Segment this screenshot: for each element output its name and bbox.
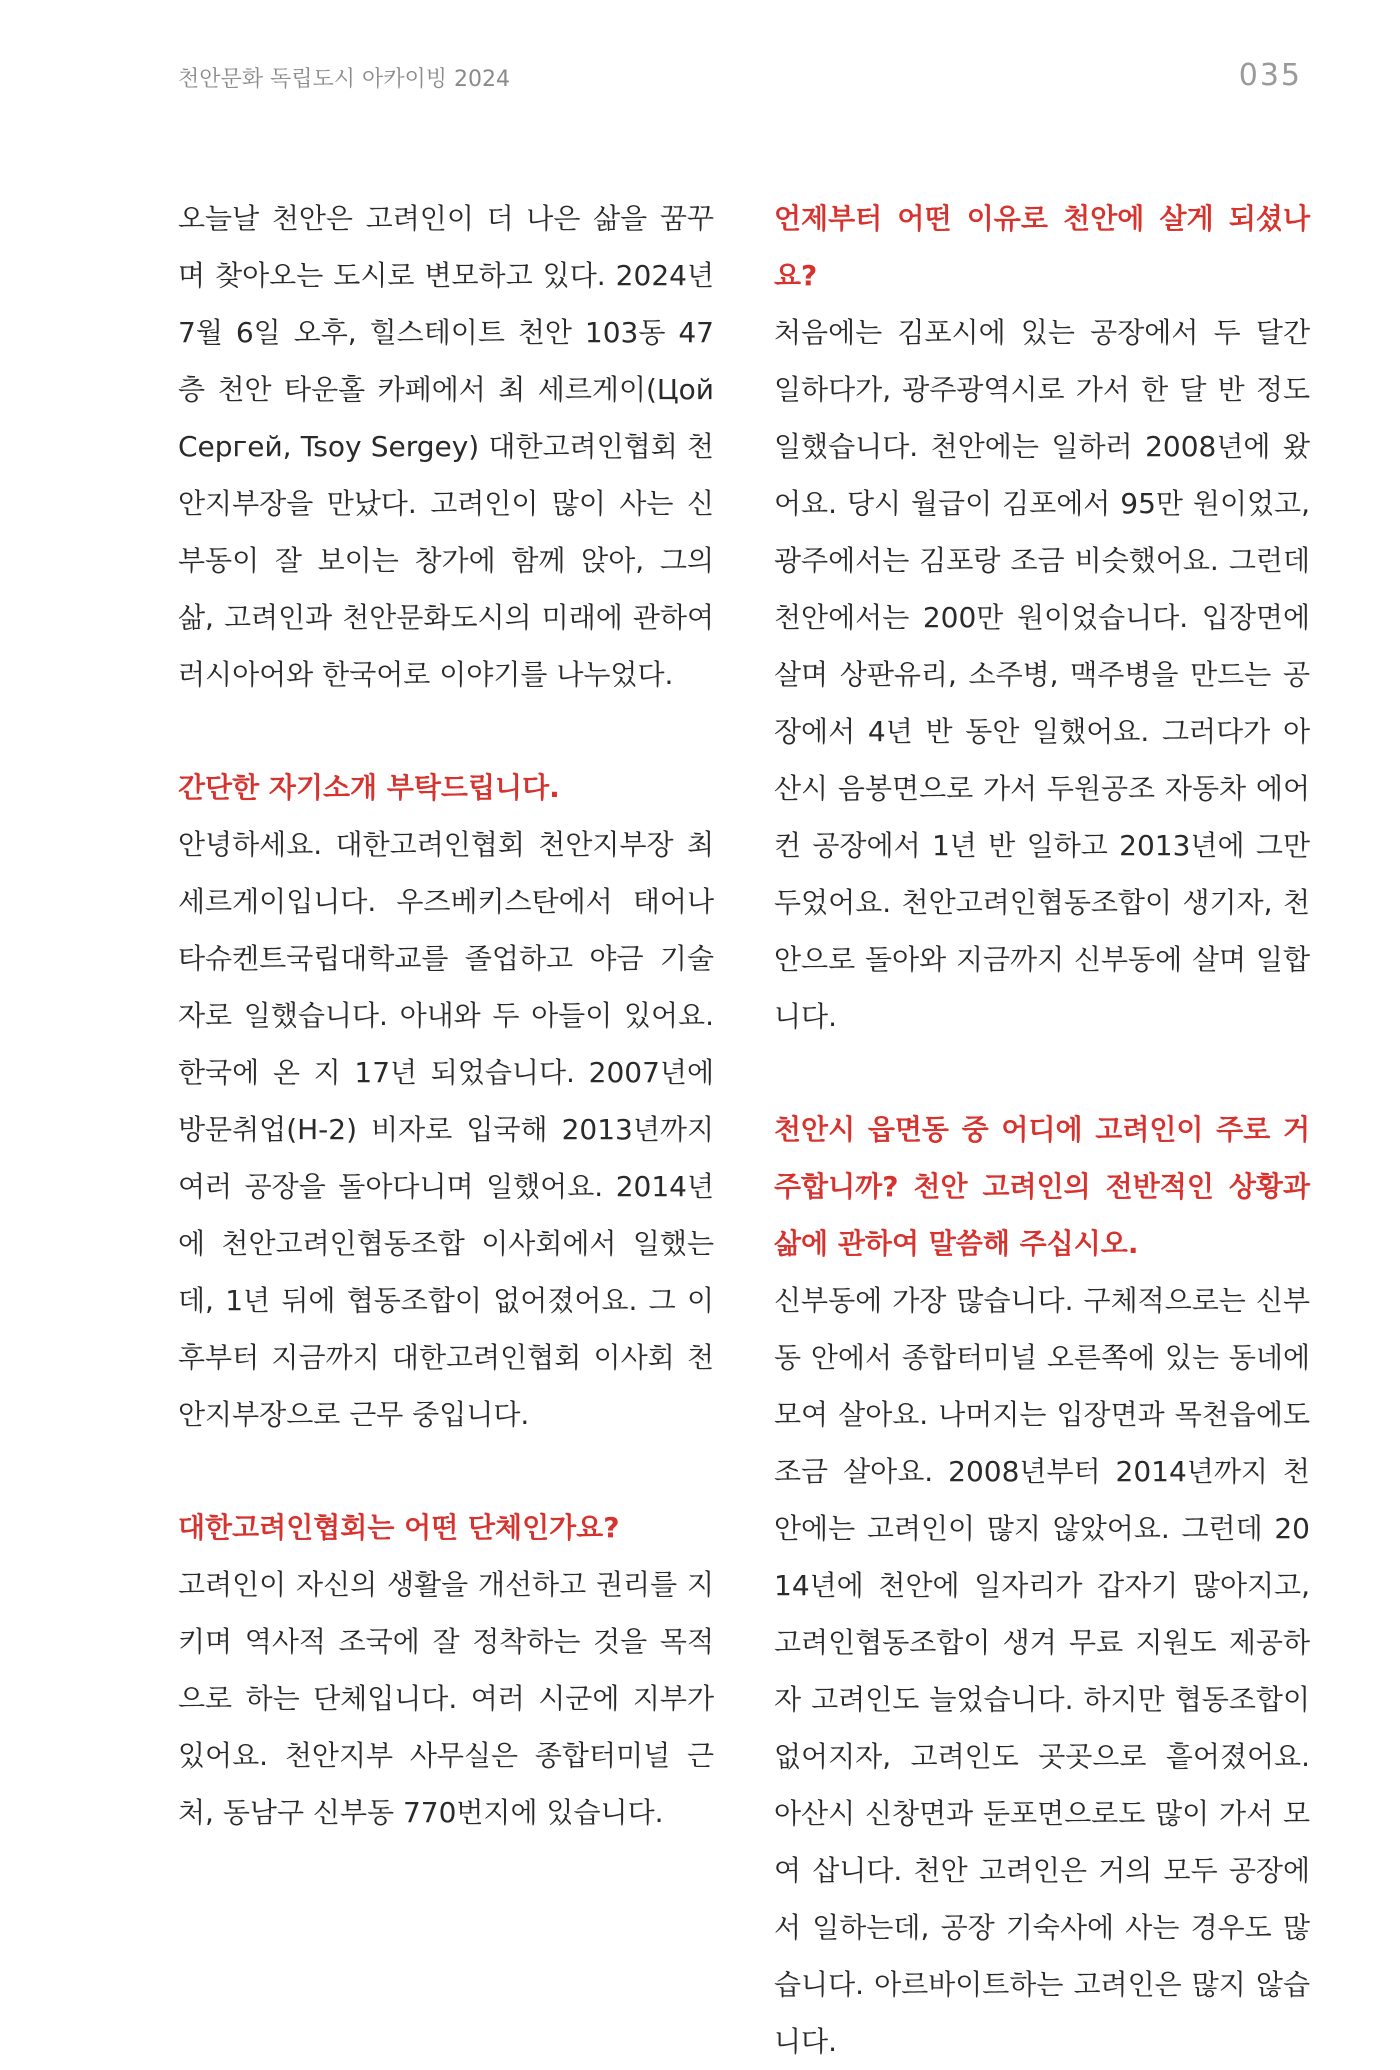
left-column bbox=[178, 190, 714, 1841]
answer-association: 고려인이 자신의 생활을 개선하고 권리를 지키며 역사적 조국에 잘 정착하는 것을 목적으로 하는 단체입니다. 여러 시군에 지부가 있어요. 천안지부 사무실은 종합터미널 근처, 동남구 신부동 770번지에 있습니다. bbox=[178, 1568, 714, 1829]
section-gap bbox=[178, 1443, 714, 1499]
intro-paragraph: 오늘날 천안은 고려인이 더 나은 삶을 꿈꾸며 찾아오는 도시로 변모하고 있다. 2024년 7월 6일 오후, 힐스테이트 천안 103동 47층 천안 타운홀 카페에서 최 세르게이(Цой Сергей, Tsoy Sergey) 대한고려인협회 천안지부장을 만났다. 고려인이 많이 사는 신부동이 잘 보이는 창가에 함께 앉아, 그의 삶, 고려인과 천안문화도시의 미래에 관하여 러시아어와 한국어로 이야기를 나누었다. bbox=[178, 202, 714, 691]
running-header-title: 천안문화 독립도시 아카이빙 2024 bbox=[178, 67, 510, 92]
section-gap bbox=[774, 1045, 1310, 1101]
page-number: 035 bbox=[1238, 58, 1302, 93]
right-column bbox=[774, 190, 1310, 2070]
question-moving-to-cheonan: 언제부터 어떤 이유로 천안에 살게 되셨나요? bbox=[774, 202, 1310, 292]
answer-self-introduction: 안녕하세요. 대한고려인협회 천안지부장 최 세르게이입니다. 우즈베키스탄에서 태어나 타슈켄트국립대학교를 졸업하고 야금 기술자로 일했습니다. 아내와 두 아들이 있어요. 한국에 온 지 17년 되었습니다. 2007년에 방문취업(H-2) 비자로 입국해 2013년까지 여러 공장을 돌아다니며 일했어요. 2014년에 천안고려인협동조합 이사회에서 일했는데, 1년 뒤에 협동조합이 없어졌어요. 그 이후부터 지금까지 대한고려인협회 이사회 천안지부장으로 근무 중입니다. bbox=[178, 828, 714, 1431]
section-gap bbox=[178, 703, 714, 759]
answer-residence-area: 신부동에 가장 많습니다. 구체적으로는 신부동 안에서 종합터미널 오른쪽에 있는 동네에 모여 살아요. 나머지는 입장면과 목천읍에도 조금 살아요. 2008년부터 2014년까지 천안에는 고려인이 많지 않았어요. 그런데 2014년에 천안에 일자리가 갑자기 많아지고, 고려인협동조합이 생겨 무료 지원도 제공하자 고려인도 늘었습니다. 하지만 협동조합이 없어지자, 고려인도 곳곳으로 흩어졌어요. 아산시 신창면과 둔포면으로도 많이 가서 모여 삽니다. 천안 고려인은 거의 모두 공장에서 일하는데, 공장 기숙사에 사는 경우도 많습니다. 아르바이트하는 고려인은 많지 않습니다. bbox=[774, 1284, 1310, 2058]
question-residence-area: 천안시 읍면동 중 어디에 고려인이 주로 거주합니까? 천안 고려인의 전반적인 상황과 삶에 관하여 말씀해 주십시오. bbox=[774, 1113, 1310, 1260]
answer-moving-to-cheonan: 처음에는 김포시에 있는 공장에서 두 달간 일하다가, 광주광역시로 가서 한 달 반 정도 일했습니다. 천안에는 일하러 2008년에 왔어요. 당시 월급이 김포에서 95만 원이었고, 광주에서는 김포랑 조금 비슷했어요. 그런데 천안에서는 200만 원이었습니다. 입장면에 살며 상판유리, 소주병, 맥주병을 만드는 공장에서 4년 반 동안 일했어요. 그러다가 아산시 음봉면으로 가서 두원공조 자동차 에어컨 공장에서 1년 반 일하고 2013년에 그만두었어요. 천안고려인협동조합이 생기자, 천안으로 돌아와 지금까지 신부동에 살며 일합니다. bbox=[774, 316, 1310, 1033]
question-self-introduction: 간단한 자기소개 부탁드립니다. bbox=[178, 771, 560, 804]
question-association: 대한고려인협회는 어떤 단체인가요? bbox=[178, 1511, 620, 1544]
